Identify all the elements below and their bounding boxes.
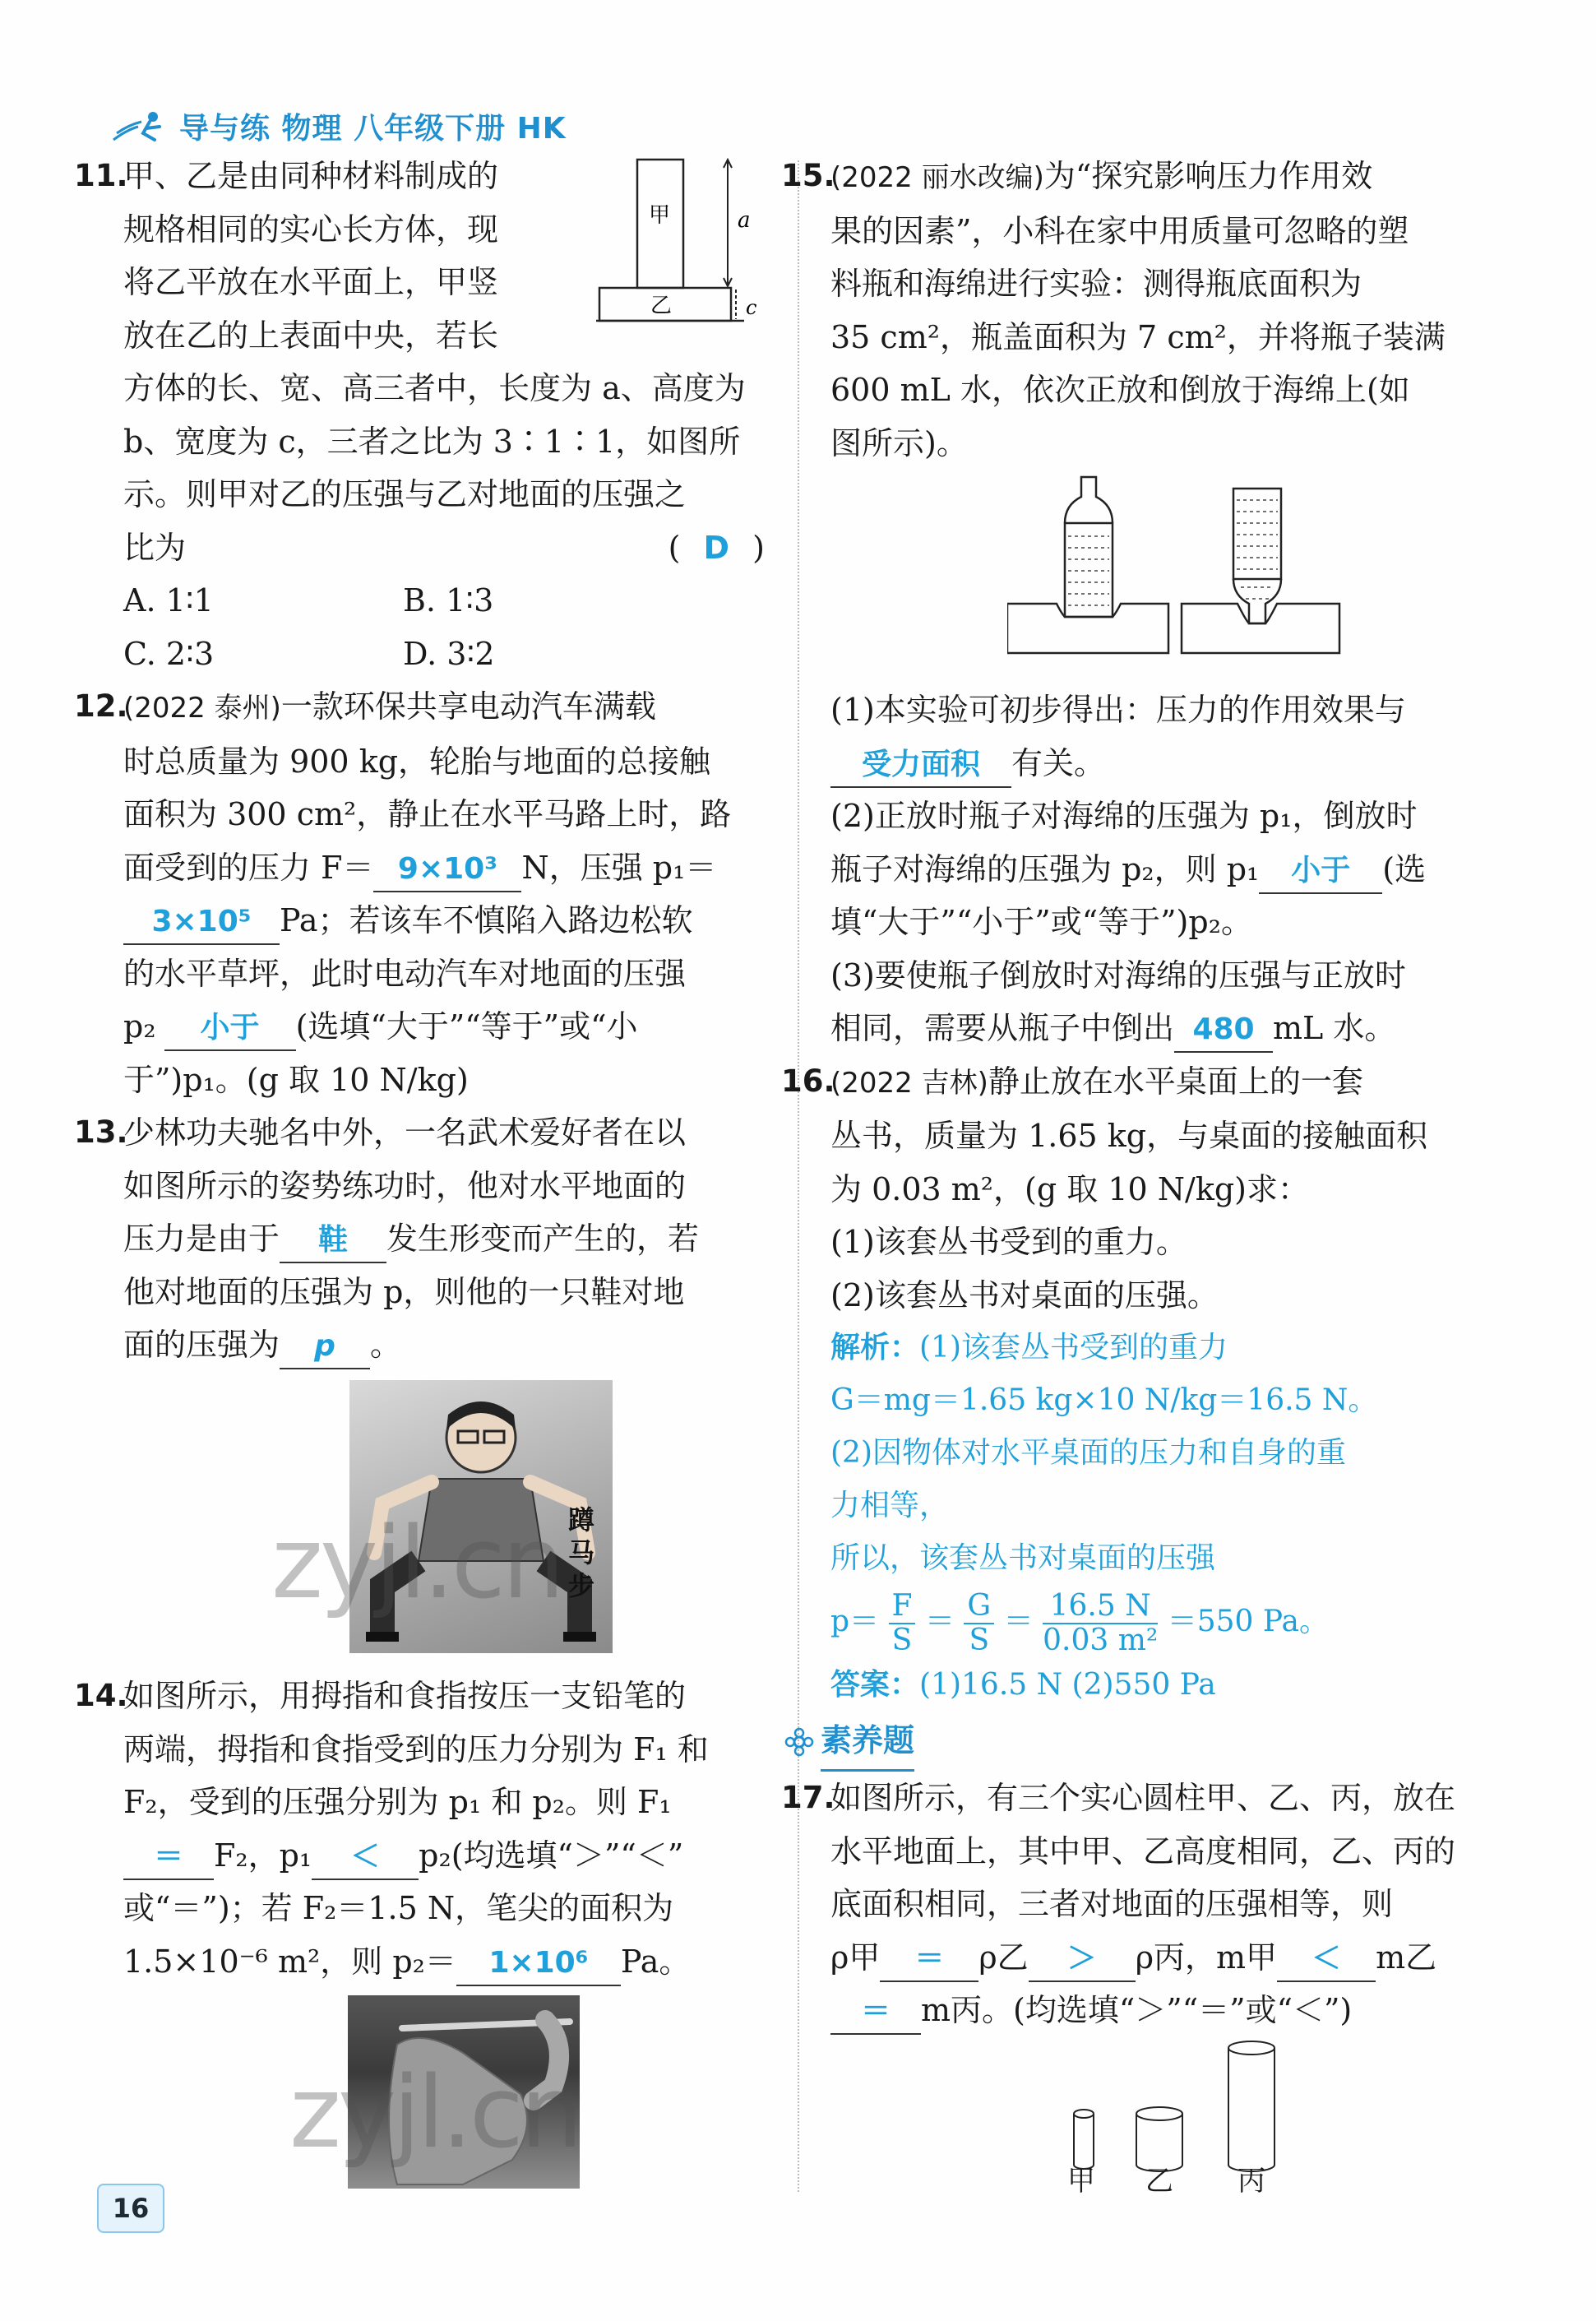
q15-line (830, 737, 1488, 790)
column-divider (798, 160, 799, 2192)
q17-line: 如图所示，有三个实心圆柱甲、乙、丙，放在 (830, 1780, 1456, 1816)
numerator: 16.5 N (1043, 1590, 1158, 1624)
answer-label: 答案： (830, 1668, 920, 1702)
section-title: 素养题 (821, 1712, 914, 1772)
question-16 (781, 1055, 1488, 1712)
q17-text: ρ丙，m甲 (1135, 1939, 1278, 1976)
watermark: zyjl.cn (289, 2056, 580, 2170)
q16-line: (1)该套丛书受到的重力。 (830, 1224, 1187, 1260)
q15-line: 料瓶和海绵进行实验：测得瓶底面积为 (830, 266, 1362, 302)
q15-line: (2)正放时瓶子对海绵的压强为 p₁，倒放时 (830, 798, 1418, 834)
q15-text: (选 (1382, 850, 1427, 887)
solution-text: (1)该套丛书受到的重力 (919, 1331, 1228, 1364)
q13-text: 压力是由于 (123, 1221, 280, 1257)
q12-text: 面受到的压力 F＝ (123, 849, 374, 886)
fraction (1043, 1590, 1158, 1657)
q12-text: 一款环保共享电动汽车满载 (280, 688, 656, 725)
q13-line (123, 1212, 773, 1266)
q15-line: 图所示)。 (830, 424, 968, 461)
q15-line (830, 150, 1488, 205)
q15-text: 相同，需要从瓶子中倒出 (830, 1010, 1175, 1046)
q15-text: mL 水。 (1273, 1010, 1396, 1046)
answer-blank: ＝ (830, 1990, 921, 2035)
q11-line: b、宽度为 c，三者之比为 3∶1∶1，如图所 (123, 423, 741, 460)
question-number: 16. (781, 1063, 835, 1099)
q14-line (123, 1829, 773, 1883)
cylinder-label-yi: 乙 (1145, 2165, 1173, 2198)
q15-line: (3)要使瓶子倒放时对海绵的压强与正放时 (830, 957, 1406, 994)
label-c: c (746, 296, 757, 319)
solution-line: G＝mg＝1.65 kg×10 N/kg＝16.5 N。 (830, 1383, 1378, 1417)
q13-line: 少林功夫驰名中外，一名武术爱好者在以 (123, 1114, 687, 1151)
bracket-close: ) (752, 529, 765, 566)
q11-line: 示。则甲对乙的压强与乙对地面的压强之 (123, 476, 687, 512)
answer-blank: 1×10⁶ (456, 1942, 621, 1986)
label-yi: 乙 (650, 294, 673, 318)
q14-text: F₂，p₁ (214, 1837, 312, 1874)
answer-blank: 小于 (164, 1007, 296, 1051)
q12-text: Pa；若该车不慎陷入路边松软 (280, 902, 693, 938)
right-column (781, 150, 1488, 2037)
q11-line-text: 比为 (123, 529, 187, 566)
answer-blank: 鞋 (280, 1219, 386, 1263)
bottle-sponge-figure (1007, 472, 1344, 658)
q17-line: 水平地面上，其中甲、乙高度相同，乙、丙的 (830, 1832, 1456, 1869)
solution-formula (830, 1585, 1488, 1659)
question-14 (74, 1670, 773, 1988)
question-number: 13. (74, 1114, 128, 1150)
watermark: zyjl.cn (271, 1507, 562, 1621)
q14-line: 或“＝”)；若 F₂＝1.5 N，笔尖的面积为 (123, 1890, 674, 1926)
q13-text: 。 (370, 1327, 402, 1363)
formula-text: ＝550 Pa。 (1167, 1605, 1329, 1638)
question-13 (74, 1106, 773, 1372)
q12-text: (选填“大于”“等于”或“小 (295, 1008, 638, 1045)
answer-blank: 9×10³ (373, 848, 521, 892)
answer-blank: 3×10⁵ (123, 901, 280, 945)
answer-blank: ＞ (1029, 1938, 1136, 1982)
formula-text: ＝ (924, 1605, 955, 1638)
running-figure-icon (109, 109, 168, 145)
q11-line: 甲、乙是由同种材料制成的 (123, 158, 499, 194)
q13-text: 发生形变而产生的，若 (386, 1221, 700, 1257)
q17-line: 底面积相同，三者对地面的压强相等，则 (830, 1886, 1394, 1922)
solution-line: (2)因物体对水平桌面的压力和自身的重 (830, 1436, 1346, 1470)
fraction (964, 1590, 994, 1657)
answer-blank: ＝ (880, 1938, 978, 1982)
source-tag: (2022 吉林) (830, 1066, 988, 1100)
q15-text: 瓶子对海绵的压强为 p₂，则 p₁ (830, 850, 1260, 887)
cylinder-label-bing: 丙 (1237, 2165, 1265, 2198)
solution-label: 解析： (830, 1331, 920, 1364)
source-tag: (2022 丽水改编) (830, 161, 1044, 194)
q11-line (123, 521, 773, 575)
section-heading (784, 1712, 1488, 1772)
q12-line (123, 841, 773, 895)
solution-line: 所以，该套丛书对桌面的压强 (830, 1541, 1216, 1575)
formula-text: ＝ (1003, 1605, 1034, 1638)
flower-icon (784, 1727, 814, 1757)
q12-line: 面积为 300 cm²，静止在水平马路上时，路 (123, 796, 732, 832)
q17-text: m丙。(均选填“＞”“＝”或“＜”) (921, 1992, 1353, 2028)
denominator: 0.03 m² (1043, 1624, 1159, 1657)
page-header (109, 105, 567, 147)
q17-line (830, 1931, 1488, 1985)
q15-text: 为“探究影响压力作用效 (1043, 158, 1373, 194)
fraction (889, 1590, 916, 1657)
q12-line (123, 680, 773, 735)
q11-answer: D (703, 529, 730, 566)
label-a: a (738, 208, 751, 233)
q15-line: 果的因素”，小科在家中用质量可忽略的塑 (830, 212, 1409, 249)
q16-line: (2)该套丛书对桌面的压强。 (830, 1276, 1219, 1313)
q17-text: ρ乙 (978, 1939, 1029, 1976)
q12-line (123, 894, 773, 947)
q13-text: 面的压强为 (123, 1327, 280, 1363)
q11-line: 将乙平放在水平面上，甲竖 (123, 264, 499, 300)
header-title: 导与练 物理 八年级下册 HK (179, 112, 567, 146)
q13-line: 如图所示的姿势练功时，他对水平地面的 (123, 1167, 687, 1204)
final-answer (830, 1659, 1488, 1712)
answer-blank: 小于 (1259, 850, 1382, 894)
photo-caption: 蹲马步 (568, 1504, 595, 1601)
q13-line: 他对地面的压强为 p，则他的一只鞋对地 (123, 1273, 685, 1310)
question-12 (74, 680, 773, 1106)
q14-line (123, 1935, 773, 1989)
q16-line: 丛书，质量为 1.65 kg，与桌面的接触面积 (830, 1118, 1428, 1154)
q12-text: N，压强 p₁＝ (521, 849, 717, 886)
solution-line: 力相等， (830, 1489, 950, 1522)
answer-blank: 受力面积 (830, 744, 1011, 788)
question-number: 17. (781, 1780, 835, 1815)
q17-text: m乙 (1376, 1939, 1437, 1976)
q15-line: 填“大于”“小于”或“等于”)p₂。 (830, 904, 1252, 940)
answer-text: (1)16.5 N (2)550 Pa (919, 1668, 1216, 1702)
cylinder-label-jia: 甲 (1067, 2165, 1095, 2198)
q11-options-row (123, 574, 773, 628)
bracket-open: ( (668, 529, 681, 566)
option-c: C. 2∶3 (123, 635, 215, 672)
q12-line (123, 1000, 773, 1054)
option-a: A. 1∶1 (123, 582, 214, 618)
q14-text: Pa。 (620, 1943, 691, 1980)
q14-text: p₂(均选填“＞”“＜” (419, 1837, 684, 1874)
q14-line: 两端，拇指和食指受到的压力分别为 F₁ 和 (123, 1730, 709, 1767)
question-number: 12. (74, 688, 128, 724)
option-b: B. 1∶3 (403, 582, 494, 618)
q16-line: 为 0.03 m²，(g 取 10 N/kg)求： (830, 1170, 1310, 1207)
question-number: 11. (74, 158, 128, 193)
solution-line (830, 1322, 1488, 1374)
q14-line: F₂，受到的压强分别为 p₁ 和 p₂。则 F₁ (123, 1784, 672, 1820)
q14-text: 1.5×10⁻⁶ m²，则 p₂＝ (123, 1943, 456, 1980)
q15-text: 有关。 (1011, 744, 1106, 781)
q11-line: 放在乙的上表面中央，若长 (123, 317, 499, 354)
answer-bracket (668, 521, 765, 575)
source-tag: (2022 泰州) (123, 692, 281, 725)
q11-line: 方体的长、宽、高三者中，长度为 a、高度为 (123, 370, 746, 406)
q15-line: 600 mL 水，依次正放和倒放于海绵上(如 (830, 372, 1410, 408)
q12-text: p₂ (123, 1008, 156, 1045)
q15-line: 35 cm²，瓶盖面积为 7 cm²，并将瓶子装满 (830, 318, 1446, 355)
answer-blank: 480 (1174, 1008, 1273, 1053)
denominator: S (969, 1624, 990, 1657)
page-number: 16 (97, 2184, 164, 2233)
q12-line: 于”)p₁。(g 取 10 N/kg) (123, 1061, 469, 1098)
q11-block-figure (596, 156, 769, 337)
numerator: G (964, 1590, 994, 1624)
q11-options-row (123, 628, 773, 681)
q14-line: 如图所示，用拇指和食指按压一支铅笔的 (123, 1678, 687, 1714)
label-jia: 甲 (649, 203, 671, 228)
answer-blank: p (280, 1325, 370, 1369)
numerator: F (889, 1590, 916, 1624)
q16-line (830, 1055, 1488, 1110)
q11-line: 规格相同的实心长方体，现 (123, 211, 499, 248)
q15-line (830, 843, 1488, 896)
q12-line: 时总质量为 900 kg，轮胎与地面的总接触 (123, 743, 711, 780)
q13-line (123, 1318, 773, 1372)
answer-blank: ＜ (312, 1836, 419, 1880)
option-d: D. 3∶2 (403, 635, 495, 672)
q16-text: 静止放在水平桌面上的一套 (988, 1063, 1363, 1100)
question-number: 14. (74, 1678, 128, 1713)
question-number: 15. (781, 158, 835, 193)
answer-blank: ＝ (123, 1836, 214, 1880)
q12-line: 的水平草坪，此时电动汽车对地面的压强 (123, 955, 687, 992)
q15-line (830, 1002, 1488, 1055)
q15-line: (1)本实验可初步得出：压力的作用效果与 (830, 692, 1406, 728)
answer-blank: ＜ (1277, 1938, 1376, 1982)
formula-text: p＝ (830, 1605, 880, 1638)
denominator: S (891, 1624, 913, 1657)
q17-text: ρ甲 (830, 1939, 881, 1976)
